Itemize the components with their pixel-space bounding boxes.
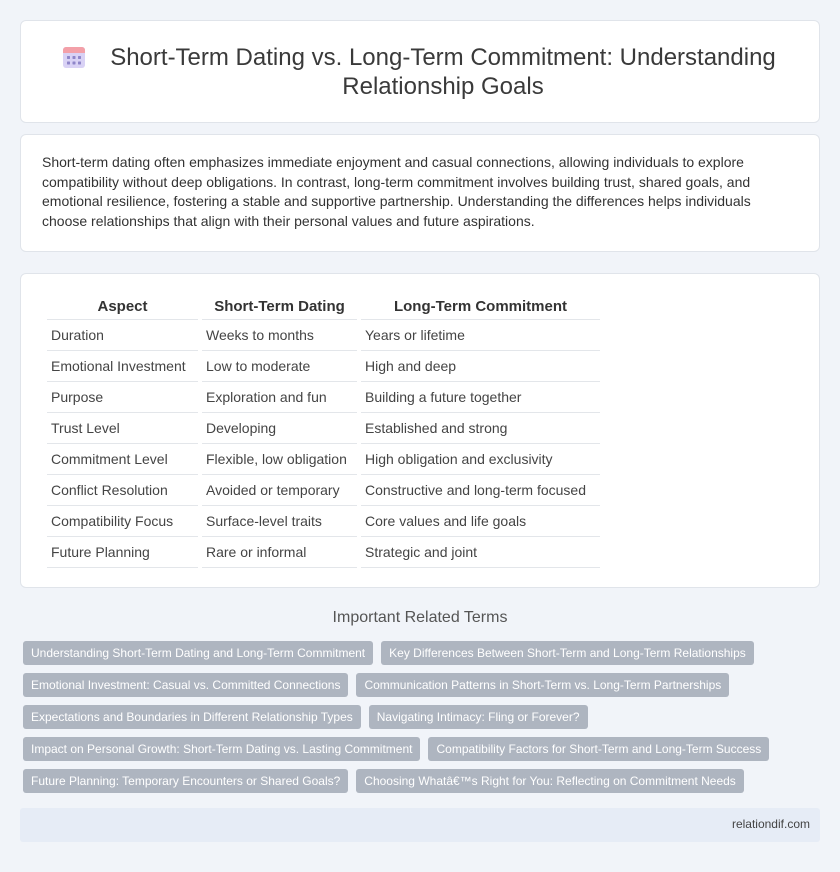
calendar-icon	[61, 44, 87, 70]
related-term-link[interactable]: Impact on Personal Growth: Short-Term Dating vs. Lasting Commitment	[23, 737, 420, 761]
table-cell-long-term: Building a future together	[361, 382, 600, 413]
related-term-link[interactable]: Future Planning: Temporary Encounters or Shared Goals?	[23, 769, 348, 793]
table-cell-aspect: Future Planning	[47, 537, 198, 568]
table-cell-aspect: Emotional Investment	[47, 351, 198, 382]
related-term-link[interactable]: Choosing Whatâ€™s Right for You: Reflecting on Commitment Needs	[356, 769, 744, 793]
related-terms-heading: Important Related Terms	[332, 609, 508, 626]
intro-paragraph: Short-term dating often emphasizes immediate enjoyment and casual connections, allowing individuals to explore compatibility without deep obligations. In contrast, long-term commitment involves building trust, shared goals, and emotional resilience, fostering a stable and supportive partnership. Understanding the differences helps individuals choose relationships that align with their personal values and future aspirations.	[42, 154, 751, 229]
table-cell-aspect: Conflict Resolution	[47, 475, 198, 506]
table-cell-short-term: Weeks to months	[202, 320, 357, 351]
intro-card	[20, 134, 820, 252]
table-row	[47, 537, 600, 568]
table-cell-aspect: Trust Level	[47, 413, 198, 444]
header-card	[20, 20, 820, 123]
table-cell-long-term: High and deep	[361, 351, 600, 382]
table-cell-short-term: Rare or informal	[202, 537, 357, 568]
page-title: Short-Term Dating vs. Long-Term Commitment: Understanding Relationship Goals	[110, 43, 776, 100]
table-cell-short-term: Avoided or temporary	[202, 475, 357, 506]
table-cell-long-term: Years or lifetime	[361, 320, 600, 351]
table-row	[47, 475, 600, 506]
table-cell-long-term: Constructive and long-term focused	[361, 475, 600, 506]
table-cell-short-term: Developing	[202, 413, 357, 444]
column-header-short-term: Short-Term Dating	[202, 294, 357, 320]
related-terms-list	[23, 641, 793, 793]
table-cell-short-term: Exploration and fun	[202, 382, 357, 413]
table-row	[47, 351, 600, 382]
table-row	[47, 444, 600, 475]
table-cell-short-term: Surface-level traits	[202, 506, 357, 537]
comparison-table	[43, 294, 604, 568]
table-header-row	[47, 294, 600, 320]
related-term-link[interactable]: Navigating Intimacy: Fling or Forever?	[369, 705, 588, 729]
table-cell-long-term: Strategic and joint	[361, 537, 600, 568]
table-row	[47, 506, 600, 537]
table-cell-short-term: Low to moderate	[202, 351, 357, 382]
table-row	[47, 320, 600, 351]
table-cell-aspect: Commitment Level	[47, 444, 198, 475]
related-term-link[interactable]: Understanding Short-Term Dating and Long-Term Commitment	[23, 641, 373, 665]
related-term-link[interactable]: Emotional Investment: Casual vs. Committed Connections	[23, 673, 348, 697]
table-row	[47, 382, 600, 413]
table-cell-long-term: High obligation and exclusivity	[361, 444, 600, 475]
footer-site-link[interactable]: relationdif.com	[731, 817, 810, 831]
related-term-link[interactable]: Communication Patterns in Short-Term vs. Long-Term Partnerships	[356, 673, 729, 697]
footer	[20, 808, 820, 842]
table-cell-aspect: Purpose	[47, 382, 198, 413]
table-cell-long-term: Established and strong	[361, 413, 600, 444]
column-header-long-term: Long-Term Commitment	[361, 294, 600, 320]
table-cell-aspect: Compatibility Focus	[47, 506, 198, 537]
comparison-card	[20, 273, 820, 588]
related-term-link[interactable]: Key Differences Between Short-Term and Long-Term Relationships	[381, 641, 754, 665]
column-header-aspect: Aspect	[47, 294, 198, 320]
table-cell-short-term: Flexible, low obligation	[202, 444, 357, 475]
table-row	[47, 413, 600, 444]
related-term-link[interactable]: Compatibility Factors for Short-Term and Long-Term Success	[428, 737, 769, 761]
related-term-link[interactable]: Expectations and Boundaries in Different Relationship Types	[23, 705, 361, 729]
table-cell-aspect: Duration	[47, 320, 198, 351]
table-cell-long-term: Core values and life goals	[361, 506, 600, 537]
